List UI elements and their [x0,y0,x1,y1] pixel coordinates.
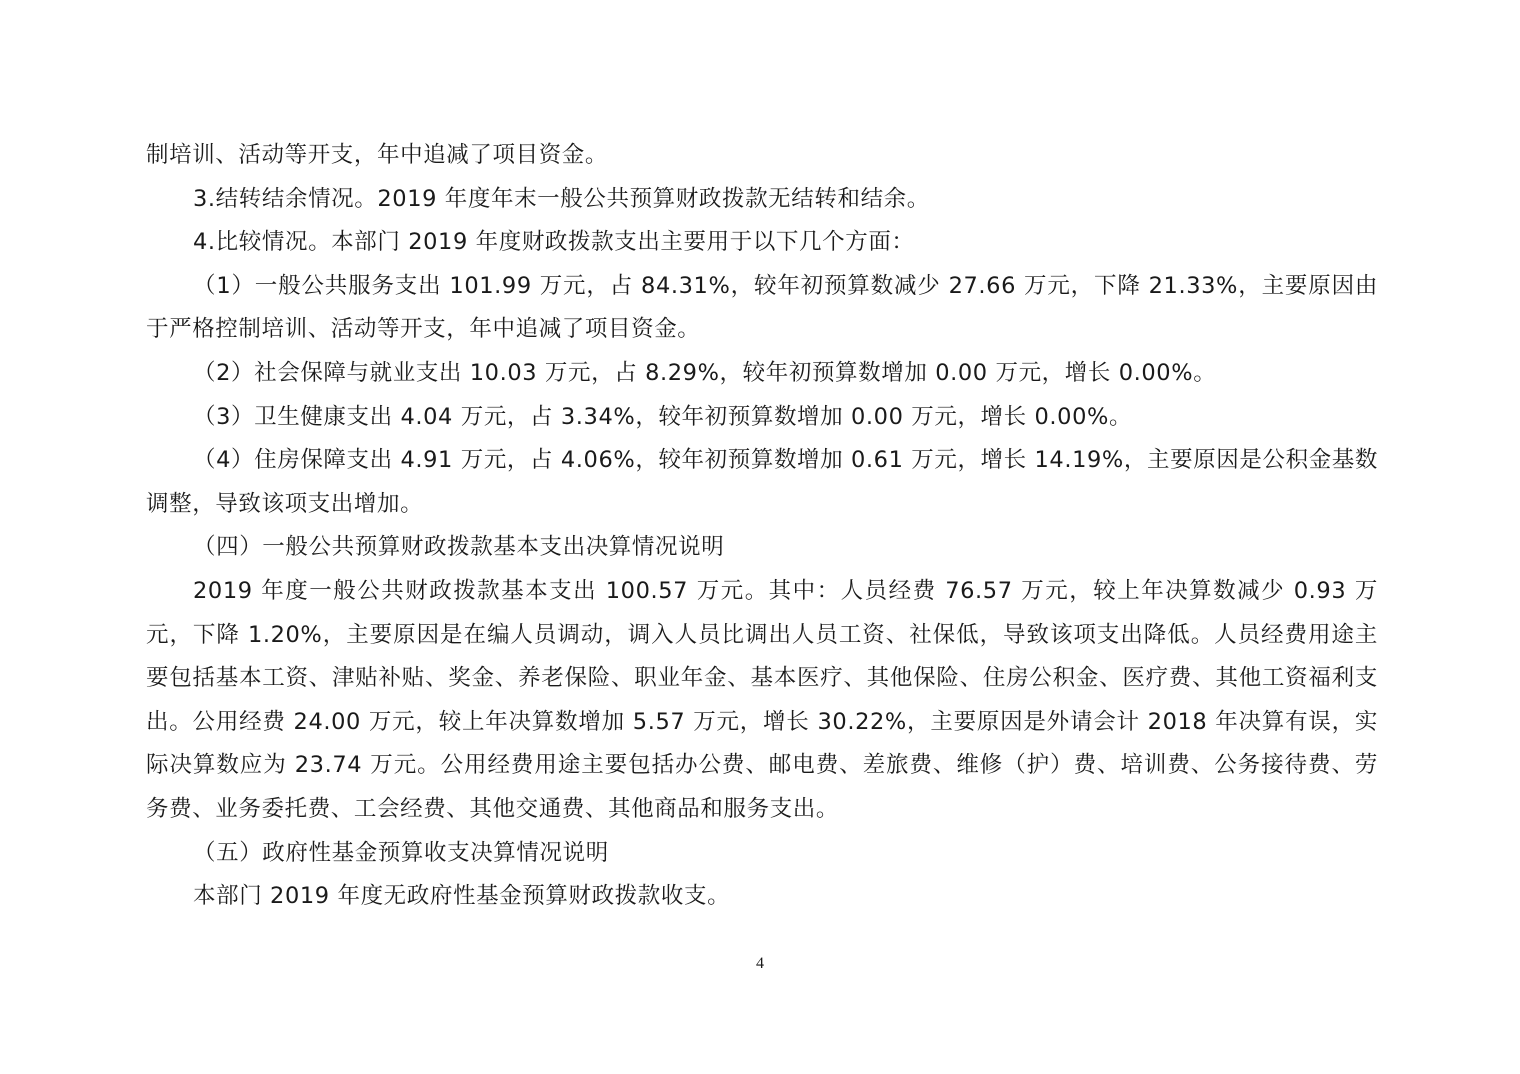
section-heading-basic-expenditure: （四）一般公共预算财政拨款基本支出决算情况说明 [193,534,725,561]
paragraph-basic-expenditure: 2019 年度一般公共财政拨款基本支出 100.57 万元。其中：人员经费 76.57 万元，较上年决算数减少 0.93 万元，下降 1.20%，主要原因是在编人员调动，调入人员比调出人员工资、社保低，导致该项支出降低。人员经费用途主要包括基本工资、津贴补贴、奖金、养老保险、职业年金、基本医疗、其他保险、住房公积金、医疗费、其他工资福利支出。公用经费 24.00 万元，较上年决算数增加 5.57 万元，增长 30.22%，主要原因是外请会计 2018 年决算有误，实际决算数应为 23.74 万元。公用经费用途主要包括办公费、邮电费、差旅费、维修（护）费、培训费、公务接待费、劳务费、业务委托费、工会经费、其他交通费、其他商品和服务支出。 [146,577,1378,822]
paragraph-government-fund: 本部门 2019 年度无政府性基金预算财政拨款收支。 [193,883,731,910]
paragraph-health: （3）卫生健康支出 4.04 万元，占 3.34%，较年初预算数增加 0.00 万元，增长 0.00%。 [193,403,1133,430]
paragraph-carryover-status: 3.结转结余情况。2019 年度年末一般公共预算财政拨款无结转和结余。 [193,185,930,212]
page-number: 4 [756,955,764,972]
document-body [146,134,1378,919]
paragraph-project-funds-continued: 制培训、活动等开支，年中追减了项目资金。 [146,142,609,168]
section-heading-government-fund: （五）政府性基金预算收支决算情况说明 [193,839,609,866]
paragraph-comparison-intro: 4.比较情况。本部门 2019 年度财政拨款支出主要用于以下几个方面： [193,229,915,256]
paragraph-housing: （4）住房保障支出 4.91 万元，占 4.06%，较年初预算数增加 0.61 万元，增长 14.19%，主要原因是公积金基数调整，导致该项支出增加。 [146,447,1378,517]
paragraph-social-security: （2）社会保障与就业支出 10.03 万元，占 8.29%，较年初预算数增加 0.00 万元，增长 0.00%。 [193,359,1217,386]
paragraph-general-public-services: （1）一般公共服务支出 101.99 万元，占 84.31%，较年初预算数减少 27.66 万元，下降 21.33%，主要原因由于严格控制培训、活动等开支，年中追减了项目资金。 [146,272,1378,343]
